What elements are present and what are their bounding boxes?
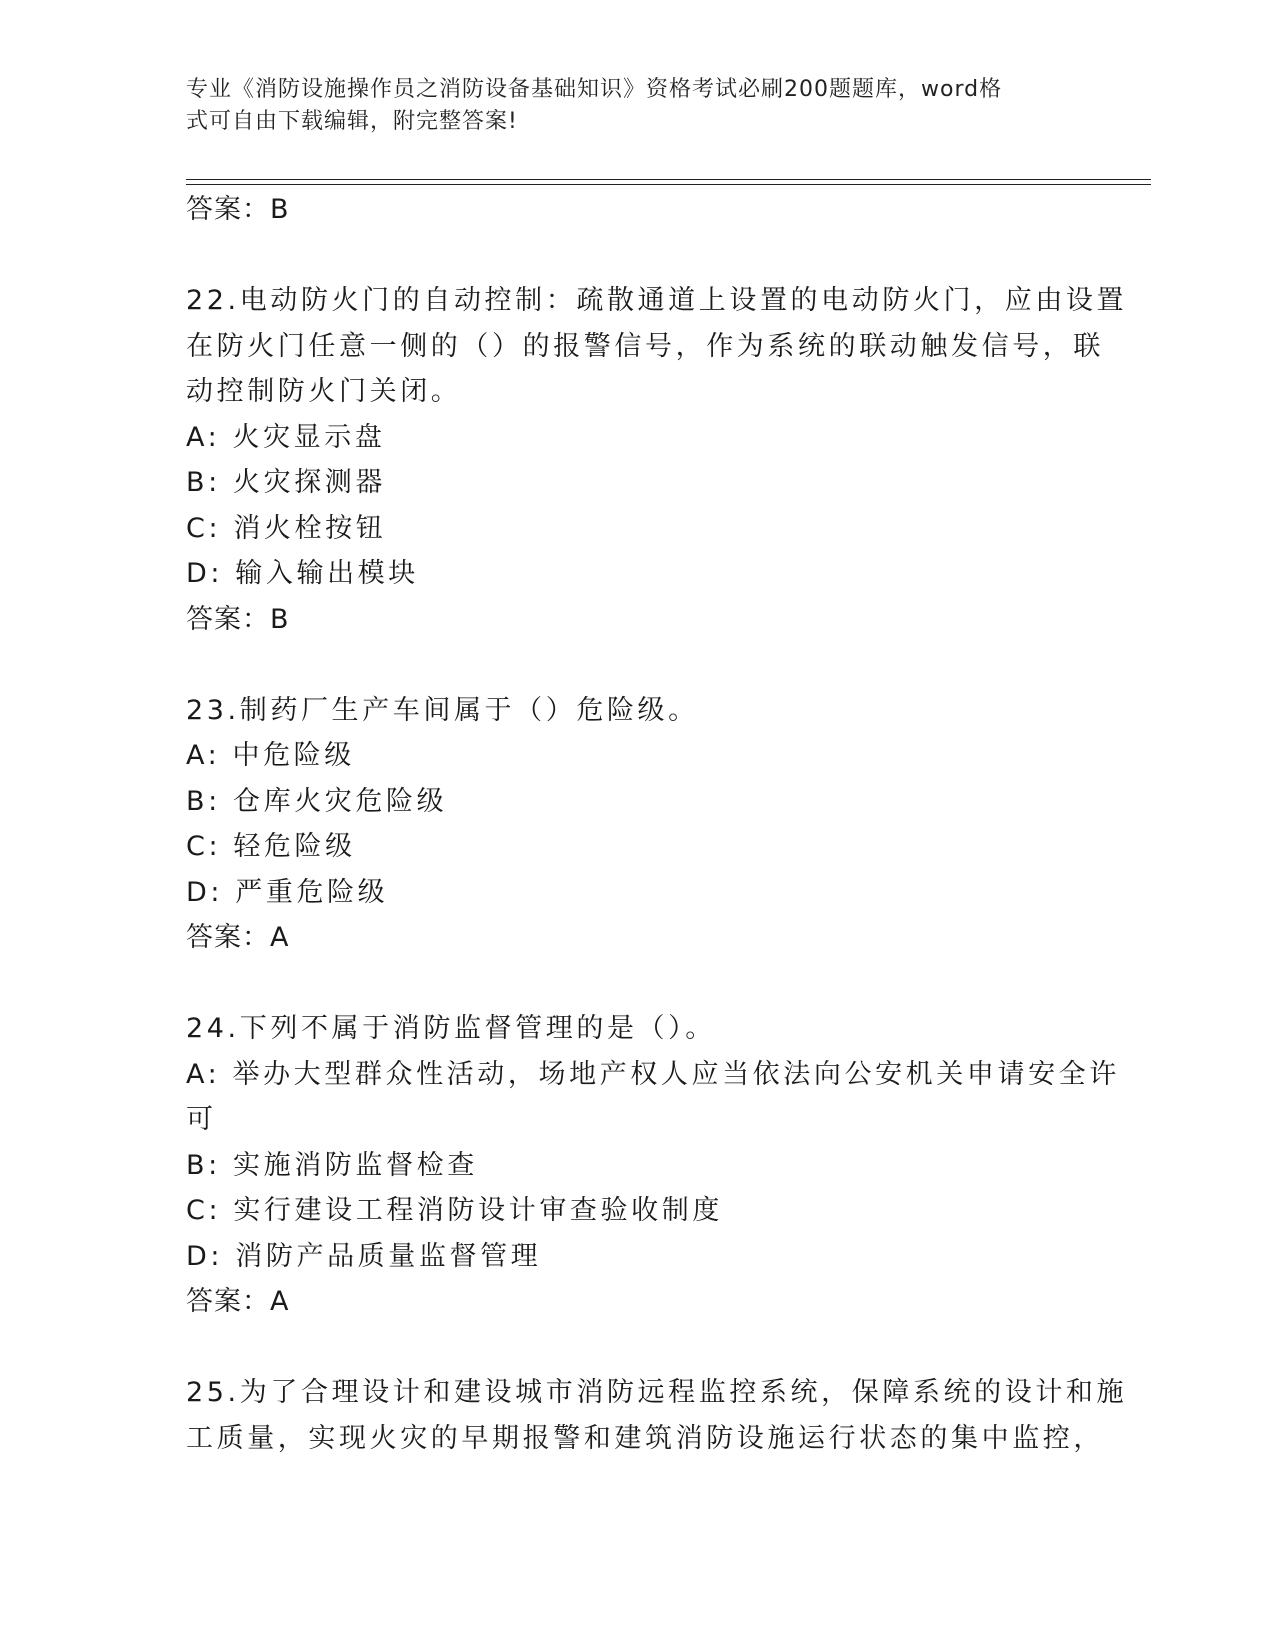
header-divider-top xyxy=(186,179,1151,180)
option-b: B: 实施消防监督检查 xyxy=(186,1149,478,1181)
question-22 xyxy=(186,278,1128,642)
option-b: B: 仓库火灾危险级 xyxy=(186,785,448,817)
question-stem-line: 在防火门任意一侧的（）的报警信号，作为系统的联动触发信号，联 xyxy=(186,330,1104,362)
option-b: B: 火灾探测器 xyxy=(186,467,387,498)
option-c: C: 轻危险级 xyxy=(186,831,356,862)
question-stem-line: 25.为了合理设计和建设城市消防远程监控系统，保障系统的设计和施 xyxy=(186,1377,1128,1408)
answer-23: 答案：A xyxy=(186,922,290,953)
header-divider-bottom xyxy=(186,184,1151,185)
option-a: A: 举办大型群众性活动，场地产权人应当依法向公安机关申请安全许 xyxy=(186,1058,1120,1090)
question-25 xyxy=(186,1370,1128,1461)
question-stem-line: 动控制防火门关闭。 xyxy=(186,376,462,407)
question-stem-line: 工质量，实现火灾的早期报警和建筑消防设施运行状态的集中监控， xyxy=(186,1422,1104,1454)
question-content xyxy=(186,187,1128,1461)
option-d: D: 严重危险级 xyxy=(186,876,389,908)
document-header xyxy=(186,74,1066,138)
option-d: D: 消防产品质量监督管理 xyxy=(186,1240,542,1272)
previous-answer: 答案：B xyxy=(186,194,290,225)
question-24 xyxy=(186,1006,1120,1324)
option-c: C: 实行建设工程消防设计审查验收制度 xyxy=(186,1195,723,1226)
question-stem-line: 23.制药厂生产车间属于（）危险级。 xyxy=(186,694,699,726)
option-a-continued: 可 xyxy=(186,1104,217,1135)
answer-24: 答案：A xyxy=(186,1286,290,1317)
option-c: C: 消火栓按钮 xyxy=(186,512,387,544)
option-d: D: 输入输出模块 xyxy=(186,558,419,589)
question-stem-line: 24.下列不属于消防监督管理的是（）。 xyxy=(186,1013,716,1044)
question-23 xyxy=(186,688,1086,961)
question-stem-line: 22.电动防火门的自动控制：疏散通道上设置的电动防火门，应由设置 xyxy=(186,285,1128,316)
answer-22: 答案：B xyxy=(186,603,290,635)
header-line-2: 式可自由下载编辑，附完整答案! xyxy=(186,109,518,134)
option-a: A: 中危险级 xyxy=(186,740,355,771)
option-a: A: 火灾显示盘 xyxy=(186,421,386,453)
header-line-1: 专业《消防设施操作员之消防设备基础知识》资格考试必刷200题题库，word格 xyxy=(186,77,1003,102)
